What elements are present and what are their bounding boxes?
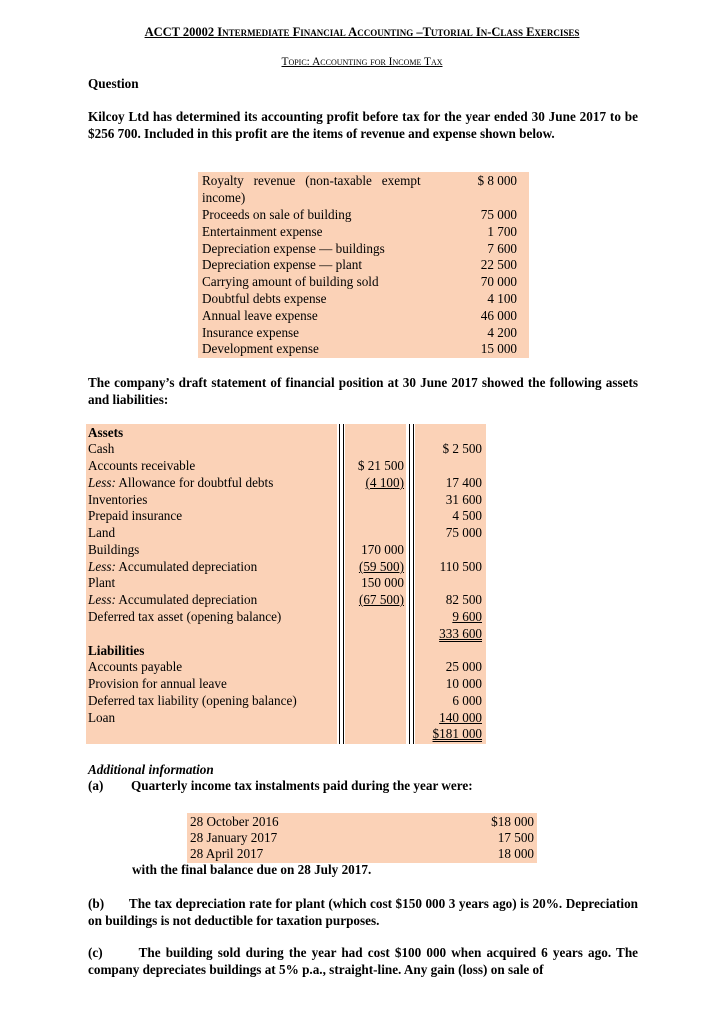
item-label: Doubtful debts expense xyxy=(202,291,327,306)
bs-label: Deferred tax liability (opening balance) xyxy=(88,693,297,708)
item-value: 4 200 xyxy=(487,324,517,340)
bs-total: 9 600 xyxy=(452,609,482,624)
bs-label: Inventories xyxy=(88,492,148,507)
total-liabilities: $181 000 xyxy=(432,726,482,741)
liabilities-heading: Liabilities xyxy=(88,643,145,658)
column-divider xyxy=(409,424,410,744)
item-value: 75 000 xyxy=(480,207,517,222)
topic-title: Topic: Accounting for Income Tax xyxy=(281,56,443,68)
bs-total: 82 500 xyxy=(445,592,482,607)
bs-label: Loan xyxy=(88,710,116,725)
item-b-text: The tax depreciation rate for plant (which cost $150 000 3 years ago) is 20%. Depreciation on buildings is not deductible for taxation purposes. xyxy=(88,896,638,928)
instalment-date: 28 January 2017 xyxy=(190,830,278,845)
bs-label xyxy=(88,475,273,492)
item-value: 4 100 xyxy=(487,291,517,306)
bs-total: 25 000 xyxy=(445,659,482,674)
item-value: 46 000 xyxy=(480,307,517,323)
item-label: Proceeds on sale of building xyxy=(202,207,352,222)
item-label: Royalty revenue (non-taxable exempt income) xyxy=(202,173,424,205)
bs-deduction: (67 500) xyxy=(358,592,404,607)
bs-total: 6 000 xyxy=(452,693,482,708)
item-value: 22 500 xyxy=(480,257,517,273)
course-title: ACCT 20002 Intermediate Financial Accounting –Tutorial In-Class Exercises xyxy=(144,25,580,39)
item-value: $ 8 000 xyxy=(477,173,517,188)
instalment-amount: $18 000 xyxy=(491,814,534,829)
item-label: Annual leave expense xyxy=(202,307,318,323)
column-divider xyxy=(343,424,344,744)
total-assets: 333 600 xyxy=(439,626,482,641)
instalment-amount: 17 500 xyxy=(497,830,534,845)
item-b xyxy=(88,896,638,930)
bs-label-text: Accumulated depreciation xyxy=(115,559,258,574)
bs-total: 75 000 xyxy=(445,525,482,540)
bs-label: Land xyxy=(88,525,116,540)
less-prefix: Less: xyxy=(88,475,116,490)
bs-label xyxy=(88,592,257,609)
bs-deduction: (4 100) xyxy=(365,475,404,490)
bs-label: Accounts payable xyxy=(88,659,183,674)
bs-total: 31 600 xyxy=(445,492,482,507)
item-value: 1 700 xyxy=(487,223,517,239)
bs-total: 140 000 xyxy=(439,710,482,725)
item-label: Insurance expense xyxy=(202,324,300,340)
column-divider xyxy=(339,424,340,744)
bs-total: $ 2 500 xyxy=(442,441,482,456)
item-b-marker: (b) xyxy=(88,896,105,911)
bs-label-text: Accumulated depreciation xyxy=(115,592,258,607)
item-c xyxy=(88,945,638,979)
bs-sub-value: $ 21 500 xyxy=(357,458,404,473)
bs-label-text: Allowance for doubtful debts xyxy=(115,475,274,490)
less-prefix: Less: xyxy=(88,592,116,607)
item-value: 7 600 xyxy=(487,240,517,256)
instalment-date: 28 October 2016 xyxy=(190,814,279,829)
item-c-marker: (c) xyxy=(88,945,103,960)
bs-total: 110 500 xyxy=(439,559,482,574)
additional-info-heading: Additional information xyxy=(88,762,214,777)
bs-sub-value: 150 000 xyxy=(361,575,404,590)
item-label: Depreciation expense — buildings xyxy=(202,240,385,256)
item-c-text: The building sold during the year had cost $100 000 when acquired 6 years ago. The company depreciates buildings at 5% p.a., straight-line. Any gain (loss) on sale of xyxy=(88,945,639,977)
bs-sub-value: 170 000 xyxy=(361,542,404,557)
bs-label: Prepaid insurance xyxy=(88,508,183,523)
bs-label: Plant xyxy=(88,575,116,590)
bs-label: Provision for annual leave xyxy=(88,676,227,691)
items-table xyxy=(198,172,529,358)
instalment-date: 28 April 2017 xyxy=(190,846,264,861)
bs-total: 17 400 xyxy=(445,475,482,490)
item-label: Development expense xyxy=(202,341,319,357)
final-balance-note: with the final balance due on 28 July 2017. xyxy=(132,862,372,877)
item-a-marker: (a) xyxy=(88,778,104,793)
item-label: Entertainment expense xyxy=(202,223,323,239)
less-prefix: Less: xyxy=(88,559,116,574)
bs-label: Buildings xyxy=(88,542,140,557)
position-paragraph: The company’s draft statement of financial position at 30 June 2017 showed the following assets and liabilities: xyxy=(88,375,638,407)
assets-heading: Assets xyxy=(88,425,124,440)
item-value: 70 000 xyxy=(480,274,517,290)
bs-deduction: (59 500) xyxy=(358,559,404,574)
item-label: Depreciation expense — plant xyxy=(202,257,363,273)
bs-total: 4 500 xyxy=(452,508,482,523)
bs-label: Accounts receivable xyxy=(88,458,196,473)
bs-label: Deferred tax asset (opening balance) xyxy=(88,609,282,624)
item-a-text: Quarterly income tax instalments paid during the year were: xyxy=(131,778,473,793)
item-a xyxy=(88,778,473,795)
column-divider xyxy=(413,424,414,744)
item-value: 15 000 xyxy=(480,341,517,357)
bs-total: 10 000 xyxy=(445,676,482,691)
question-heading: Question xyxy=(88,76,139,91)
intro-paragraph: Kilcoy Ltd has determined its accounting profit before tax for the year ended 30 June 2017 to be $256 700. Included in this profit are the items of revenue and expense shown below. xyxy=(88,109,638,141)
instalment-amount: 18 000 xyxy=(497,846,534,861)
bs-label: Cash xyxy=(88,441,115,456)
item-label: Carrying amount of building sold xyxy=(202,274,379,290)
bs-label xyxy=(88,559,257,576)
